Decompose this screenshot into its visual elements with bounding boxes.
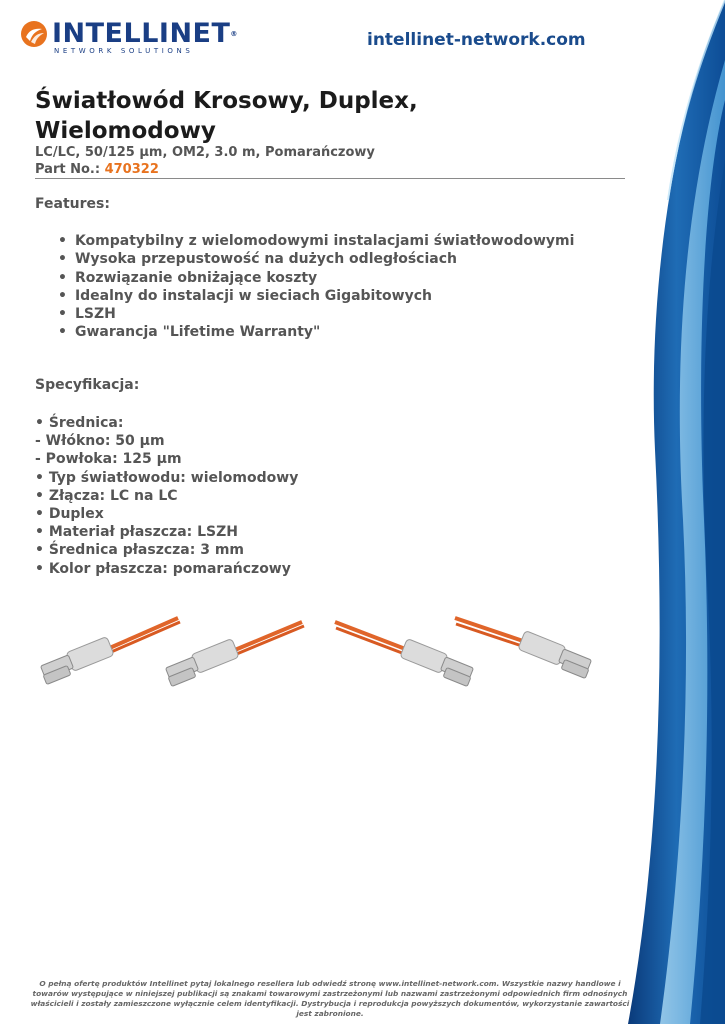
specs-list bbox=[35, 414, 298, 578]
lc-connector-left-2-icon bbox=[165, 622, 304, 687]
list-item: • Idealny do instalacji w sieciach Gigabitowych bbox=[58, 287, 574, 305]
logo-wordmark: INTELLINET bbox=[52, 18, 231, 49]
list-item: • Wysoka przepustowość na dużych odległościach bbox=[58, 250, 574, 268]
lc-connector-right-2-icon bbox=[455, 618, 592, 679]
list-item: - Powłoka: 125 µm bbox=[35, 451, 182, 468]
site-url-link[interactable]: intellinet-network.com bbox=[367, 30, 586, 50]
part-number-line bbox=[35, 162, 159, 177]
product-image bbox=[30, 610, 610, 700]
logo-swirl-icon bbox=[20, 20, 48, 48]
part-number-value: 470322 bbox=[104, 162, 159, 177]
list-item: • Rozwiązanie obniżające koszty bbox=[58, 269, 574, 287]
list-item: • LSZH bbox=[58, 305, 574, 323]
footer-disclaimer: O pełną ofertę produktów Intellinet pytaj lokalnego resellera lub odwiedź stronę www.intellinet-network.com. Wszystkie nazwy handlowe i towarów występujące w niniejszej publikacji są znakami towarowymi zastrzeżonymi lub nazwami zastrzeżonymi odpowiednich firm odnośnych właścicieli i zostały zamieszczone wyłącznie celem identyfikacji. Dystrybucja i reprodukcja powyższych dokumentów, wykorzystanie zawartości jest zabronione. bbox=[30, 979, 630, 1018]
list-item: • Złącza: LC na LC bbox=[35, 487, 178, 504]
features-list bbox=[58, 232, 574, 342]
intellinet-logo bbox=[20, 20, 238, 55]
list-item: • Kolor płaszcza: pomarańczowy bbox=[35, 560, 291, 577]
list-item: • Kompatybilny z wielomodowymi instalacjami światłowodowymi bbox=[58, 232, 574, 250]
lc-connector-right-1-icon bbox=[335, 622, 474, 687]
product-subtitle: LC/LC, 50/125 µm, OM2, 3.0 m, Pomarańczowy bbox=[35, 145, 375, 160]
lc-connector-left-1-icon bbox=[40, 618, 180, 685]
logo-tagline: NETWORK SOLUTIONS bbox=[54, 47, 194, 55]
list-item: • Materiał płaszcza: LSZH bbox=[35, 524, 238, 541]
list-item: • Typ światłowodu: wielomodowy bbox=[35, 469, 299, 486]
list-item: • Duplex bbox=[35, 506, 104, 523]
product-title: Światłowód Krosowy, Duplex, Wielomodowy bbox=[35, 88, 418, 144]
list-item: • Gwarancja "Lifetime Warranty" bbox=[58, 323, 574, 341]
list-item: • Średnica płaszcza: 3 mm bbox=[35, 542, 245, 559]
registered-mark: ® bbox=[230, 30, 238, 38]
part-number-label: Part No.: bbox=[35, 162, 101, 177]
list-item: - Włókno: 50 µm bbox=[35, 433, 165, 450]
list-item: • Średnica: bbox=[35, 415, 124, 431]
specs-heading: Specyfikacja: bbox=[35, 377, 140, 393]
header-divider bbox=[35, 178, 625, 179]
features-heading: Features: bbox=[35, 196, 110, 212]
